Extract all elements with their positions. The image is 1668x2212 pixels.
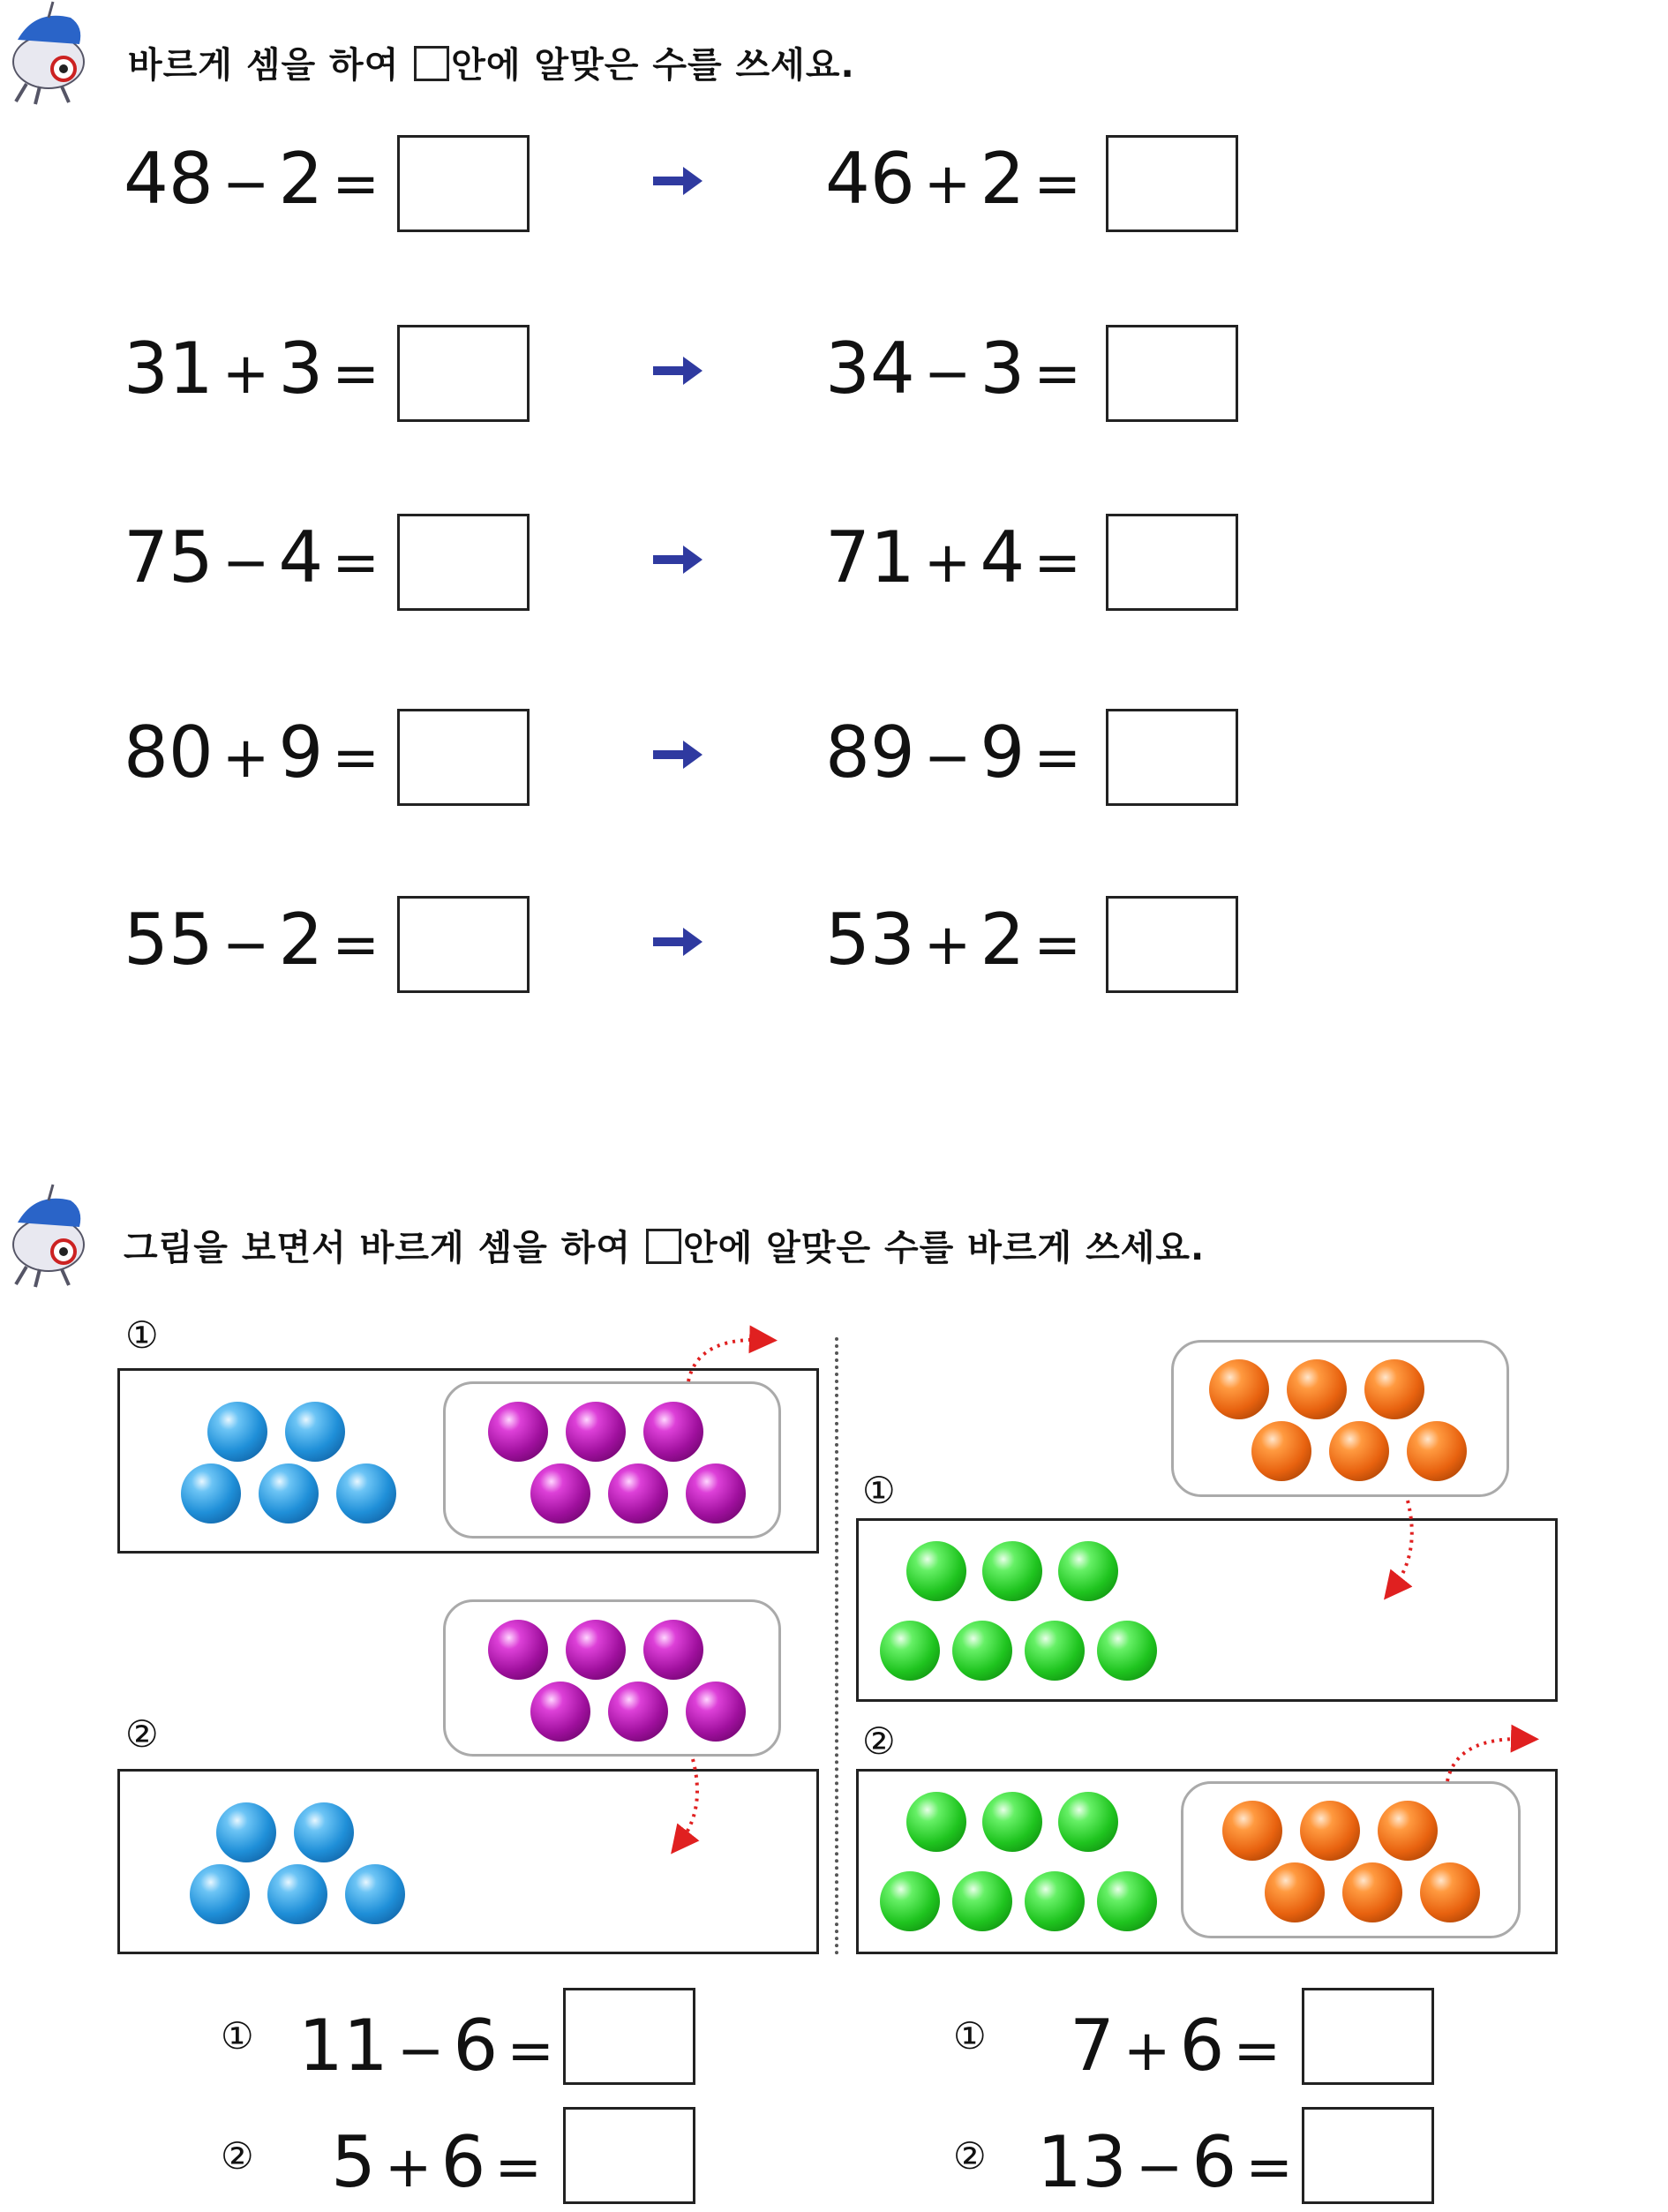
green-bead [982, 1792, 1042, 1852]
equation [331, 2118, 551, 2212]
operator: − [396, 2019, 445, 2084]
equation-right [825, 325, 1090, 418]
operand: 2 [278, 899, 324, 981]
equals-sign: = [1245, 2135, 1293, 2201]
orange-bead [1251, 1421, 1311, 1481]
equation-right [825, 896, 1090, 989]
equation-marker: ② [953, 2134, 987, 2178]
equals-sign: = [1033, 152, 1081, 217]
operator: + [923, 530, 972, 596]
orange-bead [1364, 1359, 1424, 1419]
blue-bead [336, 1463, 396, 1524]
operand: 11 [298, 2005, 388, 2087]
answer-box[interactable] [397, 325, 530, 422]
answer-box[interactable] [563, 2107, 695, 2204]
operator: − [923, 342, 972, 407]
right-arrow-icon [651, 737, 704, 772]
equals-sign: = [494, 2135, 543, 2201]
answer-box[interactable] [397, 709, 530, 806]
equals-sign: = [1033, 530, 1081, 596]
equals-sign: = [332, 726, 379, 791]
section2-instruction [124, 1220, 1205, 1270]
operator: − [1135, 2135, 1183, 2201]
purple-bead [643, 1620, 703, 1680]
operand: 34 [825, 327, 915, 410]
blank-square-icon [646, 1229, 681, 1264]
purple-bead [643, 1402, 703, 1462]
green-bead [906, 1792, 966, 1852]
equation-right [825, 514, 1090, 607]
operand: 3 [980, 327, 1026, 410]
answer-box[interactable] [1106, 135, 1238, 232]
equation [1037, 2118, 1302, 2212]
green-bead [880, 1871, 940, 1931]
right-arrow-icon [651, 542, 704, 577]
operator: + [923, 913, 972, 978]
marker-1: ① [862, 1469, 896, 1512]
operator: − [923, 726, 972, 791]
green-bead [1058, 1792, 1118, 1852]
mascot-icon [0, 1183, 97, 1289]
operator: + [923, 152, 972, 217]
equals-sign: = [1033, 342, 1081, 407]
instruction-text: 그림을 보면서 바르게 셈을 하여 [124, 1228, 632, 1268]
orange-bead [1209, 1359, 1269, 1419]
operand: 2 [980, 138, 1026, 220]
operand: 5 [331, 2121, 376, 2203]
section1-instruction [128, 37, 855, 87]
equals-sign: = [507, 2019, 554, 2084]
green-bead [982, 1541, 1042, 1601]
equation-left [124, 896, 388, 989]
orange-bead [1300, 1801, 1360, 1861]
purple-bead [608, 1682, 668, 1742]
green-bead [1025, 1871, 1085, 1931]
blue-bead [294, 1802, 354, 1862]
operand: 31 [124, 327, 214, 410]
purple-bead [566, 1620, 626, 1680]
marker-2: ② [862, 1719, 896, 1763]
equals-sign: = [1033, 913, 1081, 978]
operand: 75 [124, 516, 214, 598]
purple-bead [566, 1402, 626, 1462]
operator: − [222, 152, 270, 217]
orange-bead [1342, 1862, 1402, 1922]
green-bead [1097, 1621, 1157, 1681]
divider-dotted-line [835, 1337, 838, 1955]
equation-left [124, 325, 388, 418]
orange-bead [1378, 1801, 1438, 1861]
operand: 6 [1191, 2121, 1237, 2203]
operand: 3 [278, 327, 324, 410]
equation-marker: ① [221, 2014, 254, 2058]
answer-box[interactable] [1302, 2107, 1434, 2204]
equals-sign: = [332, 530, 379, 596]
operand: 89 [825, 711, 915, 794]
operator: − [222, 530, 270, 596]
purple-bead [686, 1463, 746, 1524]
blank-square-icon [414, 46, 449, 81]
orange-bead [1222, 1801, 1282, 1861]
orange-bead [1329, 1421, 1389, 1481]
equals-sign: = [1033, 726, 1081, 791]
operand: 7 [1070, 2005, 1115, 2087]
instruction-text: 바르게 셈을 하여 [128, 45, 400, 86]
blue-bead [207, 1402, 267, 1462]
blue-bead [190, 1864, 250, 1924]
purple-bead [686, 1682, 746, 1742]
operand: 55 [124, 899, 214, 981]
equals-sign: = [332, 152, 379, 217]
answer-box[interactable] [563, 1988, 695, 2085]
operand: 4 [278, 516, 324, 598]
purple-bead [608, 1463, 668, 1524]
purple-bead [488, 1620, 548, 1680]
operand: 2 [278, 138, 324, 220]
instruction-text: 안에 알맞은 수를 바르게 쓰세요. [682, 1228, 1206, 1268]
equals-sign: = [332, 913, 379, 978]
operator: − [222, 913, 270, 978]
operand: 71 [825, 516, 915, 598]
equation-left [124, 514, 388, 607]
equation-right [825, 135, 1090, 229]
operand: 2 [980, 899, 1026, 981]
marker-1: ① [125, 1313, 159, 1357]
operand: 80 [124, 711, 214, 794]
operand: 6 [1179, 2005, 1225, 2087]
green-bead [1025, 1621, 1085, 1681]
blue-bead [181, 1463, 241, 1524]
answer-box[interactable] [397, 896, 530, 993]
answer-box[interactable] [1106, 325, 1238, 422]
mascot-icon [0, 0, 97, 106]
orange-bead [1407, 1421, 1467, 1481]
operand: 9 [278, 711, 324, 794]
operator: + [222, 342, 270, 407]
equation [298, 2002, 563, 2095]
orange-bead [1287, 1359, 1347, 1419]
operator: + [1123, 2019, 1171, 2084]
operator: + [384, 2135, 432, 2201]
green-bead [906, 1541, 966, 1601]
equation-left [124, 135, 388, 229]
answer-box[interactable] [1106, 514, 1238, 611]
answer-box[interactable] [397, 514, 530, 611]
purple-bead [530, 1682, 590, 1742]
equals-sign: = [1233, 2019, 1281, 2084]
operand: 6 [453, 2005, 499, 2087]
operand: 53 [825, 899, 915, 981]
equation-marker: ① [953, 2014, 987, 2058]
right-frame-1 [856, 1518, 1558, 1702]
blue-bead [267, 1864, 327, 1924]
answer-box[interactable] [1106, 709, 1238, 806]
green-bead [1097, 1871, 1157, 1931]
operand: 9 [980, 711, 1026, 794]
right-arrow-icon [651, 163, 704, 199]
operand: 13 [1037, 2121, 1127, 2203]
right-arrow-icon [651, 353, 704, 388]
blue-bead [285, 1402, 345, 1462]
operand: 6 [440, 2121, 486, 2203]
purple-bead [530, 1463, 590, 1524]
green-bead [1058, 1541, 1118, 1601]
marker-2: ② [125, 1712, 159, 1756]
operator: + [222, 726, 270, 791]
equation [1070, 2002, 1289, 2095]
purple-bead [488, 1402, 548, 1462]
answer-box[interactable] [397, 135, 530, 232]
equation-marker: ② [221, 2134, 254, 2178]
operand: 46 [825, 138, 915, 220]
blue-bead [216, 1802, 276, 1862]
blue-bead [259, 1463, 319, 1524]
blue-bead [345, 1864, 405, 1924]
green-bead [952, 1621, 1012, 1681]
orange-bead [1420, 1862, 1480, 1922]
equals-sign: = [332, 342, 379, 407]
operand: 4 [980, 516, 1026, 598]
green-bead [952, 1871, 1012, 1931]
operand: 48 [124, 138, 214, 220]
equation-left [124, 709, 388, 802]
orange-bead [1265, 1862, 1325, 1922]
equation-right [825, 709, 1090, 802]
left-frame-2 [117, 1769, 819, 1954]
instruction-text: 안에 알맞은 수를 쓰세요. [451, 45, 855, 86]
answer-box[interactable] [1302, 1988, 1434, 2085]
answer-box[interactable] [1106, 896, 1238, 993]
green-bead [880, 1621, 940, 1681]
right-arrow-icon [651, 924, 704, 959]
